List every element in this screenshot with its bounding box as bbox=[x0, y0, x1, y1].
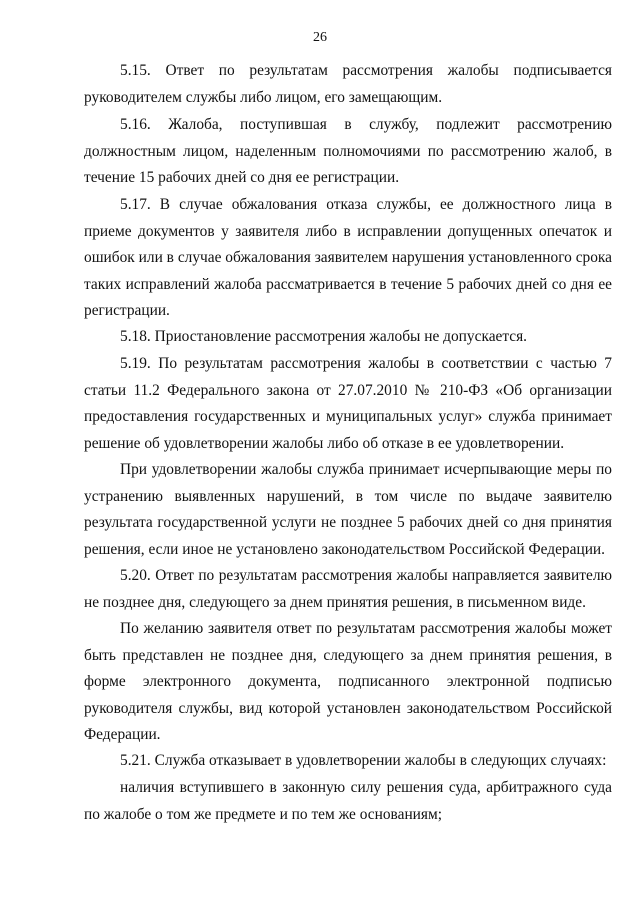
paragraph-5-20: 5.20. Ответ по результатам рассмотрения жалобы направляется заявителю не позднее дня, следующего за днем принятия решения, в письменном виде. bbox=[84, 567, 612, 611]
paragraph-5-20-continued: По желанию заявителя ответ по результатам рассмотрения жалобы может быть представлен не позднее дня, следующего за днем принятия решения, в форме электронного документа, подписанного электронной подписью руководителя службы, вид которой установлен законодательством Российской Федерации. bbox=[84, 620, 612, 744]
paragraph-5-21-item: наличия вступившего в законную силу решения суда, арбитражного суда по жалобе о том же предмете и по тем же основаниям; bbox=[84, 779, 612, 823]
page-number: 26 bbox=[313, 30, 327, 45]
paragraph-5-19-continued: При удовлетворении жалобы служба принимает исчерпывающие меры по устранению выявленных нарушений, в том числе по выдаче заявителю результата государственной услуги не позднее 5 рабочих дней со дня принятия решения, если иное не установлено законодательством Российской Федерации. bbox=[84, 461, 612, 558]
paragraph-5-19: 5.19. По результатам рассмотрения жалобы в соответствии с частью 7 статьи 11.2 Федерального закона от 27.07.2010 № 210-ФЗ «Об организации предоставления государственных и муниципальных услуг» служба принимает решение об удовлетворении жалобы либо об отказе в ее удовлетворении. bbox=[84, 355, 612, 452]
paragraph-5-18: 5.18. Приостановление рассмотрения жалобы не допускается. bbox=[120, 328, 528, 345]
paragraph-5-17: 5.17. В случае обжалования отказа службы, ее должностного лица в приеме документов у заявителя либо в исправлении допущенных опечаток и ошибок или в случае обжалования заявителем нарушения установленного срока таких исправлений жалоба рассматривается в течение 5 рабочих дней со дня ее регистрации. bbox=[84, 196, 612, 320]
paragraph-5-21: 5.21. Служба отказывает в удовлетворении жалобы в следующих случаях: bbox=[120, 752, 607, 769]
paragraph-5-15: 5.15. Ответ по результатам рассмотрения жалобы подписывается руководителем службы либо лицом, его замещающим. bbox=[84, 62, 612, 106]
paragraph-5-16: 5.16. Жалоба, поступившая в службу, подлежит рассмотрению должностным лицом, наделенным полномочиями по рассмотрению жалоб, в течение 15 рабочих дней со дня ее регистрации. bbox=[84, 116, 612, 187]
